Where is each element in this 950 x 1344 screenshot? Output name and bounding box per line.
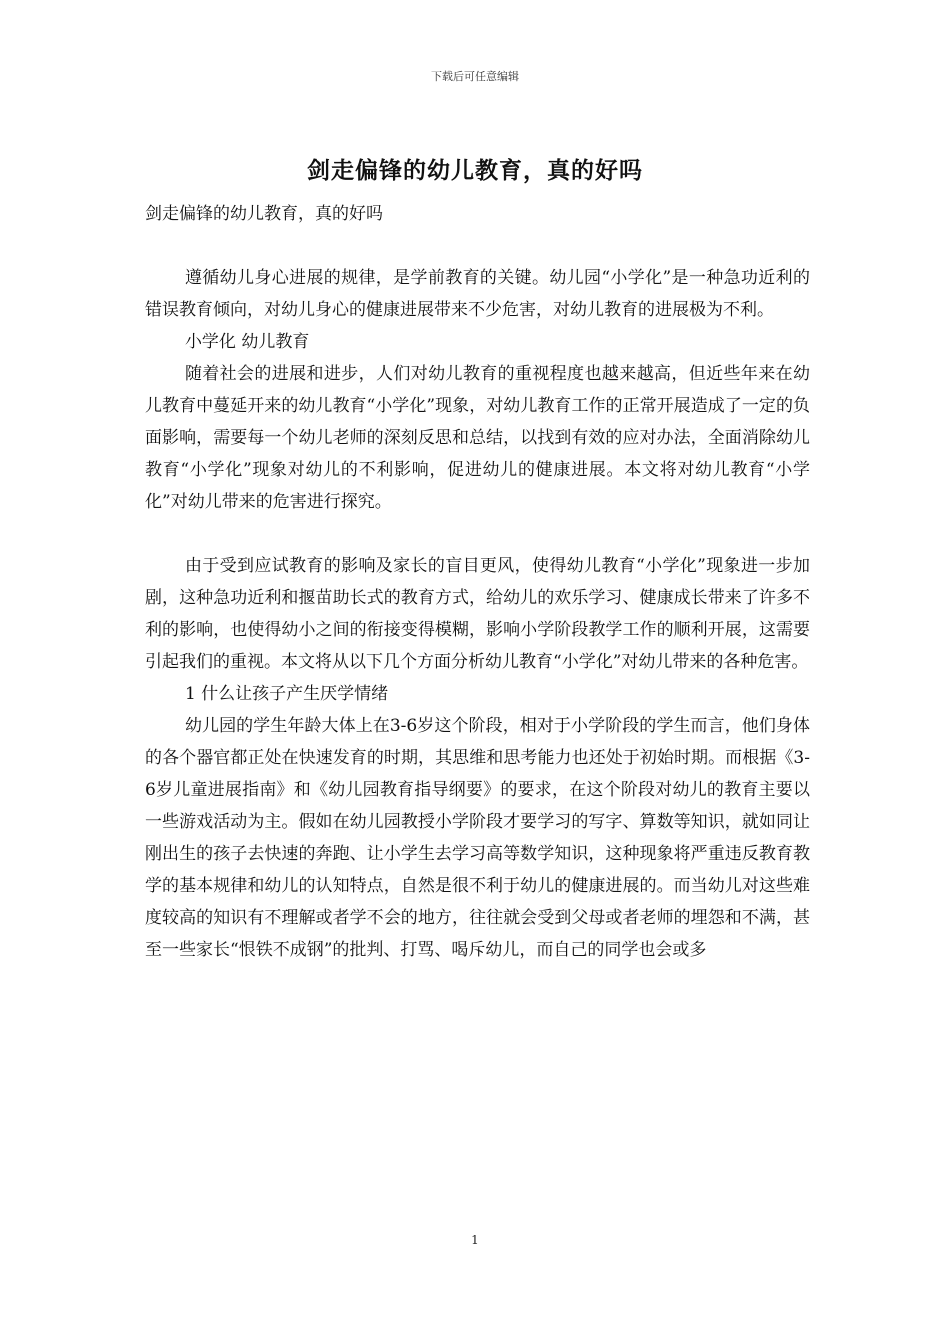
paragraph-section-1: 幼儿园的学生年龄大体上在3-6岁这个阶段，相对于小学阶段的学生而言，他们身体的各个器官都正处在快速发育的时期，其思维和思考能力也还处于初始时期。而根据《3-6岁儿童进展指南》和《幼儿园教育指导纲要》的要求，在这个阶段对幼儿的教育主要以一些游戏活动为主。假如在幼儿园教授小学阶段才要学习的写字、算数等知识，就如同让刚出生的孩子去快速的奔跑、让小学生去学习高等数学知识，这种现象将严重违反教育教学的基本规律和幼儿的认知特点，自然是很不利于幼儿的健康进展的。而当幼儿对这些难度较高的知识有不理解或者学不会的地方，往往就会受到父母或者老师的埋怨和不满，甚至一些家长“恨铁不成钢”的批判、打骂、喝斥幼儿，而自己的同学也会或多 [145,716,810,960]
document-title: 剑走偏锋的幼儿教育，真的好吗 [307,157,643,184]
document-body [145,198,810,966]
header-note: 下载后可任意编辑 [431,70,519,83]
section-heading: 1 什么让孩子产生厌学情绪 [184,684,389,704]
paragraph-intro: 遵循幼儿身心进展的规律，是学前教育的关键。幼儿园“小学化”是一种急功近利的错误教育倾向，对幼儿身心的健康进展带来不少危害，对幼儿教育的进展极为不利。 [145,268,810,320]
paragraph-background: 随着社会的进展和进步，人们对幼儿教育的重视程度也越来越高，但近些年来在幼儿教育中蔓延开来的幼儿教育“小学化”现象，对幼儿教育工作的正常开展造成了一定的负面影响，需要每一个幼儿老师的深刻反思和总结，以找到有效的应对办法，全面消除幼儿教育“小学化”现象对幼儿的不利影响，促进幼儿的健康进展。本文将对幼儿教育“小学化”对幼儿带来的危害进行探究。 [145,364,810,512]
page-number: 1 [471,1233,479,1247]
blank-line [145,518,810,550]
blank-line [145,230,810,262]
paragraph-analysis: 由于受到应试教育的影响及家长的盲目更风，使得幼儿教育“小学化”现象进一步加剧，这种急功近利和揠苗助长式的教育方式，给幼儿的欢乐学习、健康成长带来了许多不利的影响，也使得幼小之间的衔接变得模糊，影响小学阶段教学工作的顺利开展，这需要引起我们的重视。本文将从以下几个方面分析幼儿教育“小学化”对幼儿带来的各种危害。 [145,556,810,672]
document-subtitle: 剑走偏锋的幼儿教育，真的好吗 [145,204,383,224]
keywords-line: 小学化 幼儿教育 [184,332,310,352]
